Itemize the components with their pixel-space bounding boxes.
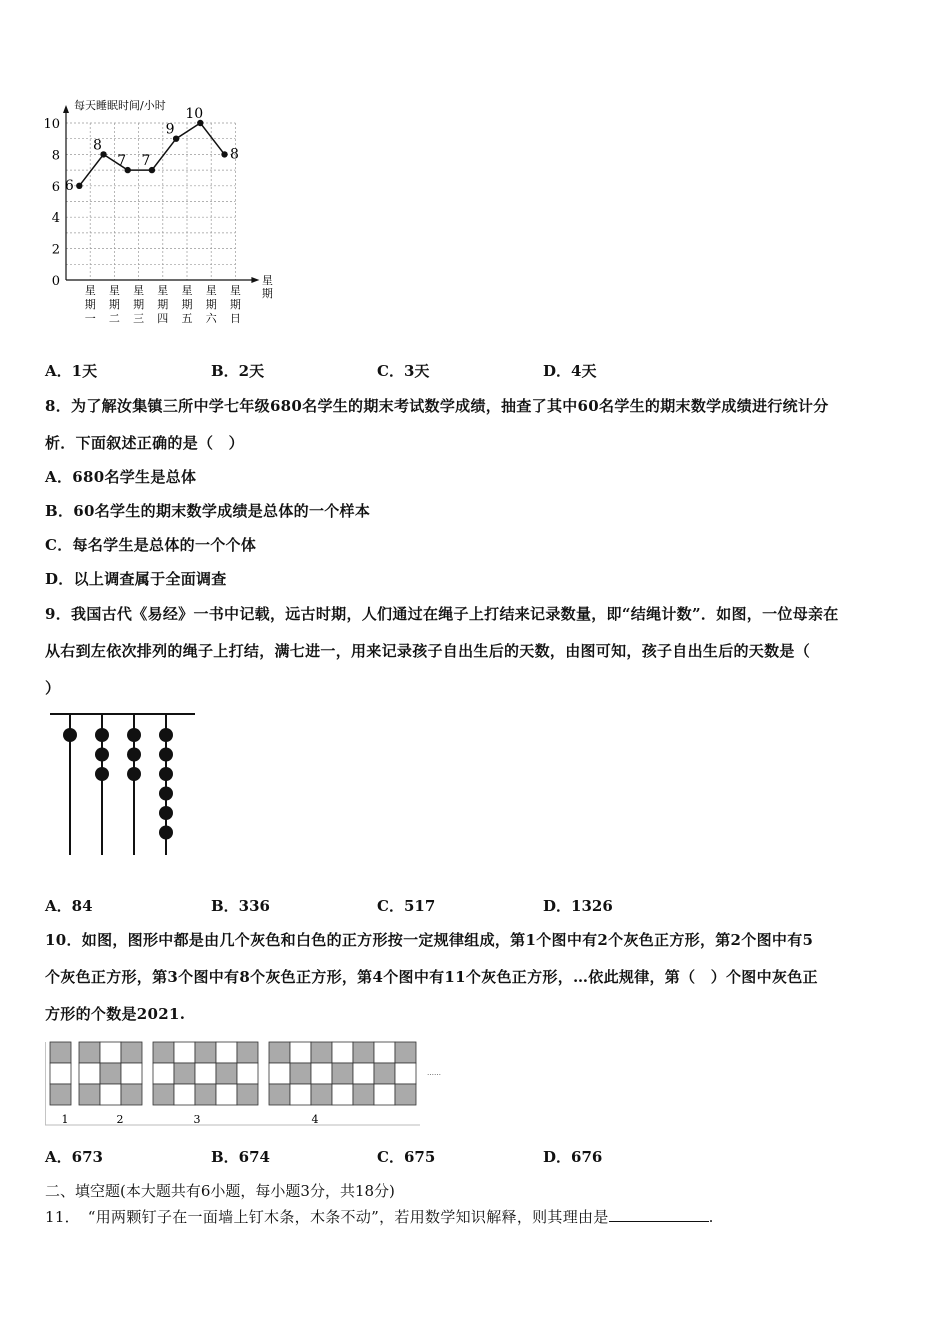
q9-stem-line1: 9．我国古代《易经》一书中记载，远古时期，人们通过在绳子上打结来记录数量，即“结绳计数”．如图，一位母亲在 — [45, 605, 839, 623]
pattern-square — [153, 1084, 174, 1105]
pattern-square — [332, 1042, 353, 1063]
data-label: 7 — [117, 153, 127, 170]
x-axis-label: 星 — [261, 274, 273, 287]
pattern-figure-label: 2 — [116, 1113, 124, 1126]
pattern-square — [269, 1063, 290, 1084]
x-tick-label: 期 — [84, 298, 96, 311]
pattern-square — [269, 1084, 290, 1105]
x-tick-label: 五 — [181, 312, 193, 325]
pattern-square — [311, 1063, 332, 1084]
x-tick-label: 四 — [157, 312, 169, 325]
knot — [159, 787, 173, 801]
pattern-square — [311, 1084, 332, 1105]
y-tick-label: 2 — [51, 242, 60, 258]
q10-option-c[interactable]: C．675 — [377, 1148, 436, 1166]
pattern-figure-label: 3 — [193, 1113, 201, 1126]
q7-option-b[interactable]: B．2天 — [211, 362, 265, 380]
y-tick-label: 4 — [51, 211, 60, 227]
q8-option-c[interactable]: C．每名学生是总体的一个个体 — [45, 536, 257, 554]
data-label: 8 — [93, 137, 102, 154]
y-tick-label: 8 — [51, 148, 60, 164]
pattern-square — [290, 1084, 311, 1105]
chart-ylabel: 每天睡眠时间/小时 — [74, 99, 166, 112]
y-axis-arrow — [63, 105, 69, 113]
q7-option-d[interactable]: D．4天 — [543, 362, 597, 380]
x-tick-label: 六 — [205, 312, 217, 325]
chart-series — [65, 106, 239, 194]
section-2-title: 二、填空题(本大题共有6小题，每小题3分，共18分) — [45, 1182, 395, 1200]
q10-option-d[interactable]: D．676 — [543, 1148, 603, 1166]
pattern-figure-label: 4 — [311, 1113, 319, 1126]
data-label: 8 — [230, 146, 239, 163]
q9-option-c[interactable]: C．517 — [377, 897, 436, 915]
q11-answer-blank[interactable] — [609, 1207, 709, 1222]
x-tick-label: 星 — [108, 284, 120, 297]
knot — [95, 728, 109, 742]
x-tick-label: 期 — [133, 298, 145, 311]
knot — [159, 767, 173, 781]
data-label: 9 — [165, 121, 175, 138]
knot — [127, 748, 141, 762]
pattern-square — [153, 1042, 174, 1063]
chart-x-ticks — [85, 284, 241, 325]
q7-option-c[interactable]: C．3天 — [377, 362, 430, 380]
pattern-square — [121, 1042, 142, 1063]
knot — [159, 728, 173, 742]
pattern-square — [216, 1042, 237, 1063]
q10-option-b[interactable]: B．674 — [211, 1148, 270, 1166]
knot — [159, 748, 173, 762]
x-tick-label: 期 — [181, 298, 193, 311]
knot — [63, 728, 77, 742]
x-tick-label: 期 — [229, 298, 241, 311]
pattern-square — [216, 1084, 237, 1105]
pattern-square — [216, 1063, 237, 1084]
q11-text: 11． “用两颗钉子在一面墙上钉木条，木条不动”，若用数学知识解释，则其理由是 — [45, 1208, 609, 1226]
pattern-square — [395, 1084, 416, 1105]
q8-stem-line1: 8．为了解汝集镇三所中学七年级680名学生的期末考试数学成绩，抽查了其中60名学生的期末数学成绩进行统计分 — [45, 397, 829, 415]
pattern-square — [79, 1042, 100, 1063]
x-tick-label: 星 — [133, 284, 145, 297]
data-label: 7 — [141, 153, 151, 170]
knot — [95, 748, 109, 762]
x-axis-arrow — [251, 277, 259, 283]
pattern-square — [237, 1063, 258, 1084]
pattern-square — [79, 1084, 100, 1105]
pattern-square — [290, 1063, 311, 1084]
q11-stem — [45, 1206, 714, 1227]
sleep-line-chart — [40, 95, 290, 335]
pattern-square — [121, 1063, 142, 1084]
chart-axes — [63, 105, 259, 283]
pattern-square — [195, 1063, 216, 1084]
pattern-square — [290, 1042, 311, 1063]
q10-stem-line2: 个灰色正方形，第3个图中有8个灰色正方形，第4个图中有11个灰色正方形，…依此规律，第（ ）个图中灰色正 — [45, 968, 818, 986]
q8-stem-line2: 析．下面叙述正确的是（ ） — [45, 434, 244, 452]
x-tick-label: 星 — [181, 284, 193, 297]
pattern-square — [195, 1042, 216, 1063]
y-tick-label: 10 — [43, 117, 60, 132]
x-tick-label: 一 — [84, 312, 96, 325]
knot — [159, 826, 173, 840]
pattern-square — [100, 1042, 121, 1063]
pattern-ellipsis: …… — [427, 1069, 441, 1077]
y-tick-label: 0 — [51, 274, 60, 289]
pattern-square — [50, 1084, 71, 1105]
q9-stem-line3: ） — [45, 679, 61, 697]
q9-option-d[interactable]: D．1326 — [543, 897, 613, 915]
x-tick-label: 日 — [229, 312, 241, 325]
pattern-square — [50, 1042, 71, 1063]
pattern-square — [353, 1063, 374, 1084]
pattern-square — [153, 1063, 174, 1084]
pattern-square — [174, 1084, 195, 1105]
knot-rope-figure — [45, 705, 205, 860]
q9-stem-line2: 从右到左依次排列的绳子上打结，满七进一，用来记录孩子自出生后的天数，由图可知，孩子自出生后的天数是（ — [45, 642, 811, 660]
pattern-square — [100, 1063, 121, 1084]
x-tick-label: 星 — [205, 284, 217, 297]
chart-grid — [66, 123, 235, 280]
x-tick-label: 星 — [157, 284, 169, 297]
x-tick-label: 三 — [133, 312, 145, 325]
pattern-square — [121, 1084, 142, 1105]
knot — [159, 806, 173, 820]
data-label: 6 — [64, 177, 74, 194]
x-tick-label: 星 — [229, 284, 241, 297]
chart-xlabel — [262, 274, 273, 300]
pattern-square — [195, 1084, 216, 1105]
q7-option-a[interactable]: A．1天 — [45, 362, 98, 380]
knot — [127, 767, 141, 781]
x-tick-label: 期 — [205, 298, 217, 311]
data-point — [76, 183, 82, 189]
pattern-square — [332, 1084, 353, 1105]
x-tick-label: 期 — [157, 298, 169, 311]
pattern-square — [174, 1063, 195, 1084]
pattern-square — [374, 1063, 395, 1084]
pattern-square — [374, 1042, 395, 1063]
q8-option-a[interactable]: A．680名学生是总体 — [45, 468, 197, 486]
q10-stem-line3: 方形的个数是2021. — [45, 1005, 186, 1023]
pattern-square — [311, 1042, 332, 1063]
knot — [95, 767, 109, 781]
data-label: 10 — [185, 106, 204, 122]
pattern-square — [269, 1042, 290, 1063]
q8-option-d[interactable]: D．以上调查属于全面调查 — [45, 570, 227, 588]
pattern-square — [353, 1084, 374, 1105]
chart-y-ticks — [43, 117, 60, 289]
pattern-square — [237, 1042, 258, 1063]
pattern-square — [50, 1063, 71, 1084]
pattern-square — [174, 1042, 195, 1063]
q10-option-a[interactable]: A．673 — [45, 1148, 103, 1166]
q8-option-b[interactable]: B．60名学生的期末数学成绩是总体的一个样本 — [45, 502, 371, 520]
pattern-square — [353, 1042, 374, 1063]
q9-option-b[interactable]: B．336 — [211, 897, 270, 915]
pattern-square — [79, 1063, 100, 1084]
x-axis-label: 期 — [261, 287, 273, 300]
q9-option-a[interactable]: A．84 — [45, 897, 93, 915]
knot — [127, 728, 141, 742]
square-pattern-figure — [45, 1037, 455, 1127]
q11-end: . — [708, 1208, 714, 1226]
x-tick-label: 期 — [108, 298, 120, 311]
pattern-square — [395, 1063, 416, 1084]
pattern-square — [395, 1042, 416, 1063]
pattern-figure-label: 1 — [61, 1113, 69, 1126]
pattern-square — [332, 1063, 353, 1084]
y-tick-label: 6 — [51, 179, 60, 195]
q10-stem-line1: 10．如图，图形中都是由几个灰色和白色的正方形按一定规律组成，第1个图中有2个灰色正方形，第2个图中有5 — [45, 931, 814, 949]
pattern-square — [100, 1084, 121, 1105]
x-tick-label: 二 — [108, 312, 120, 325]
data-point — [221, 151, 227, 157]
x-tick-label: 星 — [84, 284, 96, 297]
pattern-square — [237, 1084, 258, 1105]
pattern-square — [374, 1084, 395, 1105]
